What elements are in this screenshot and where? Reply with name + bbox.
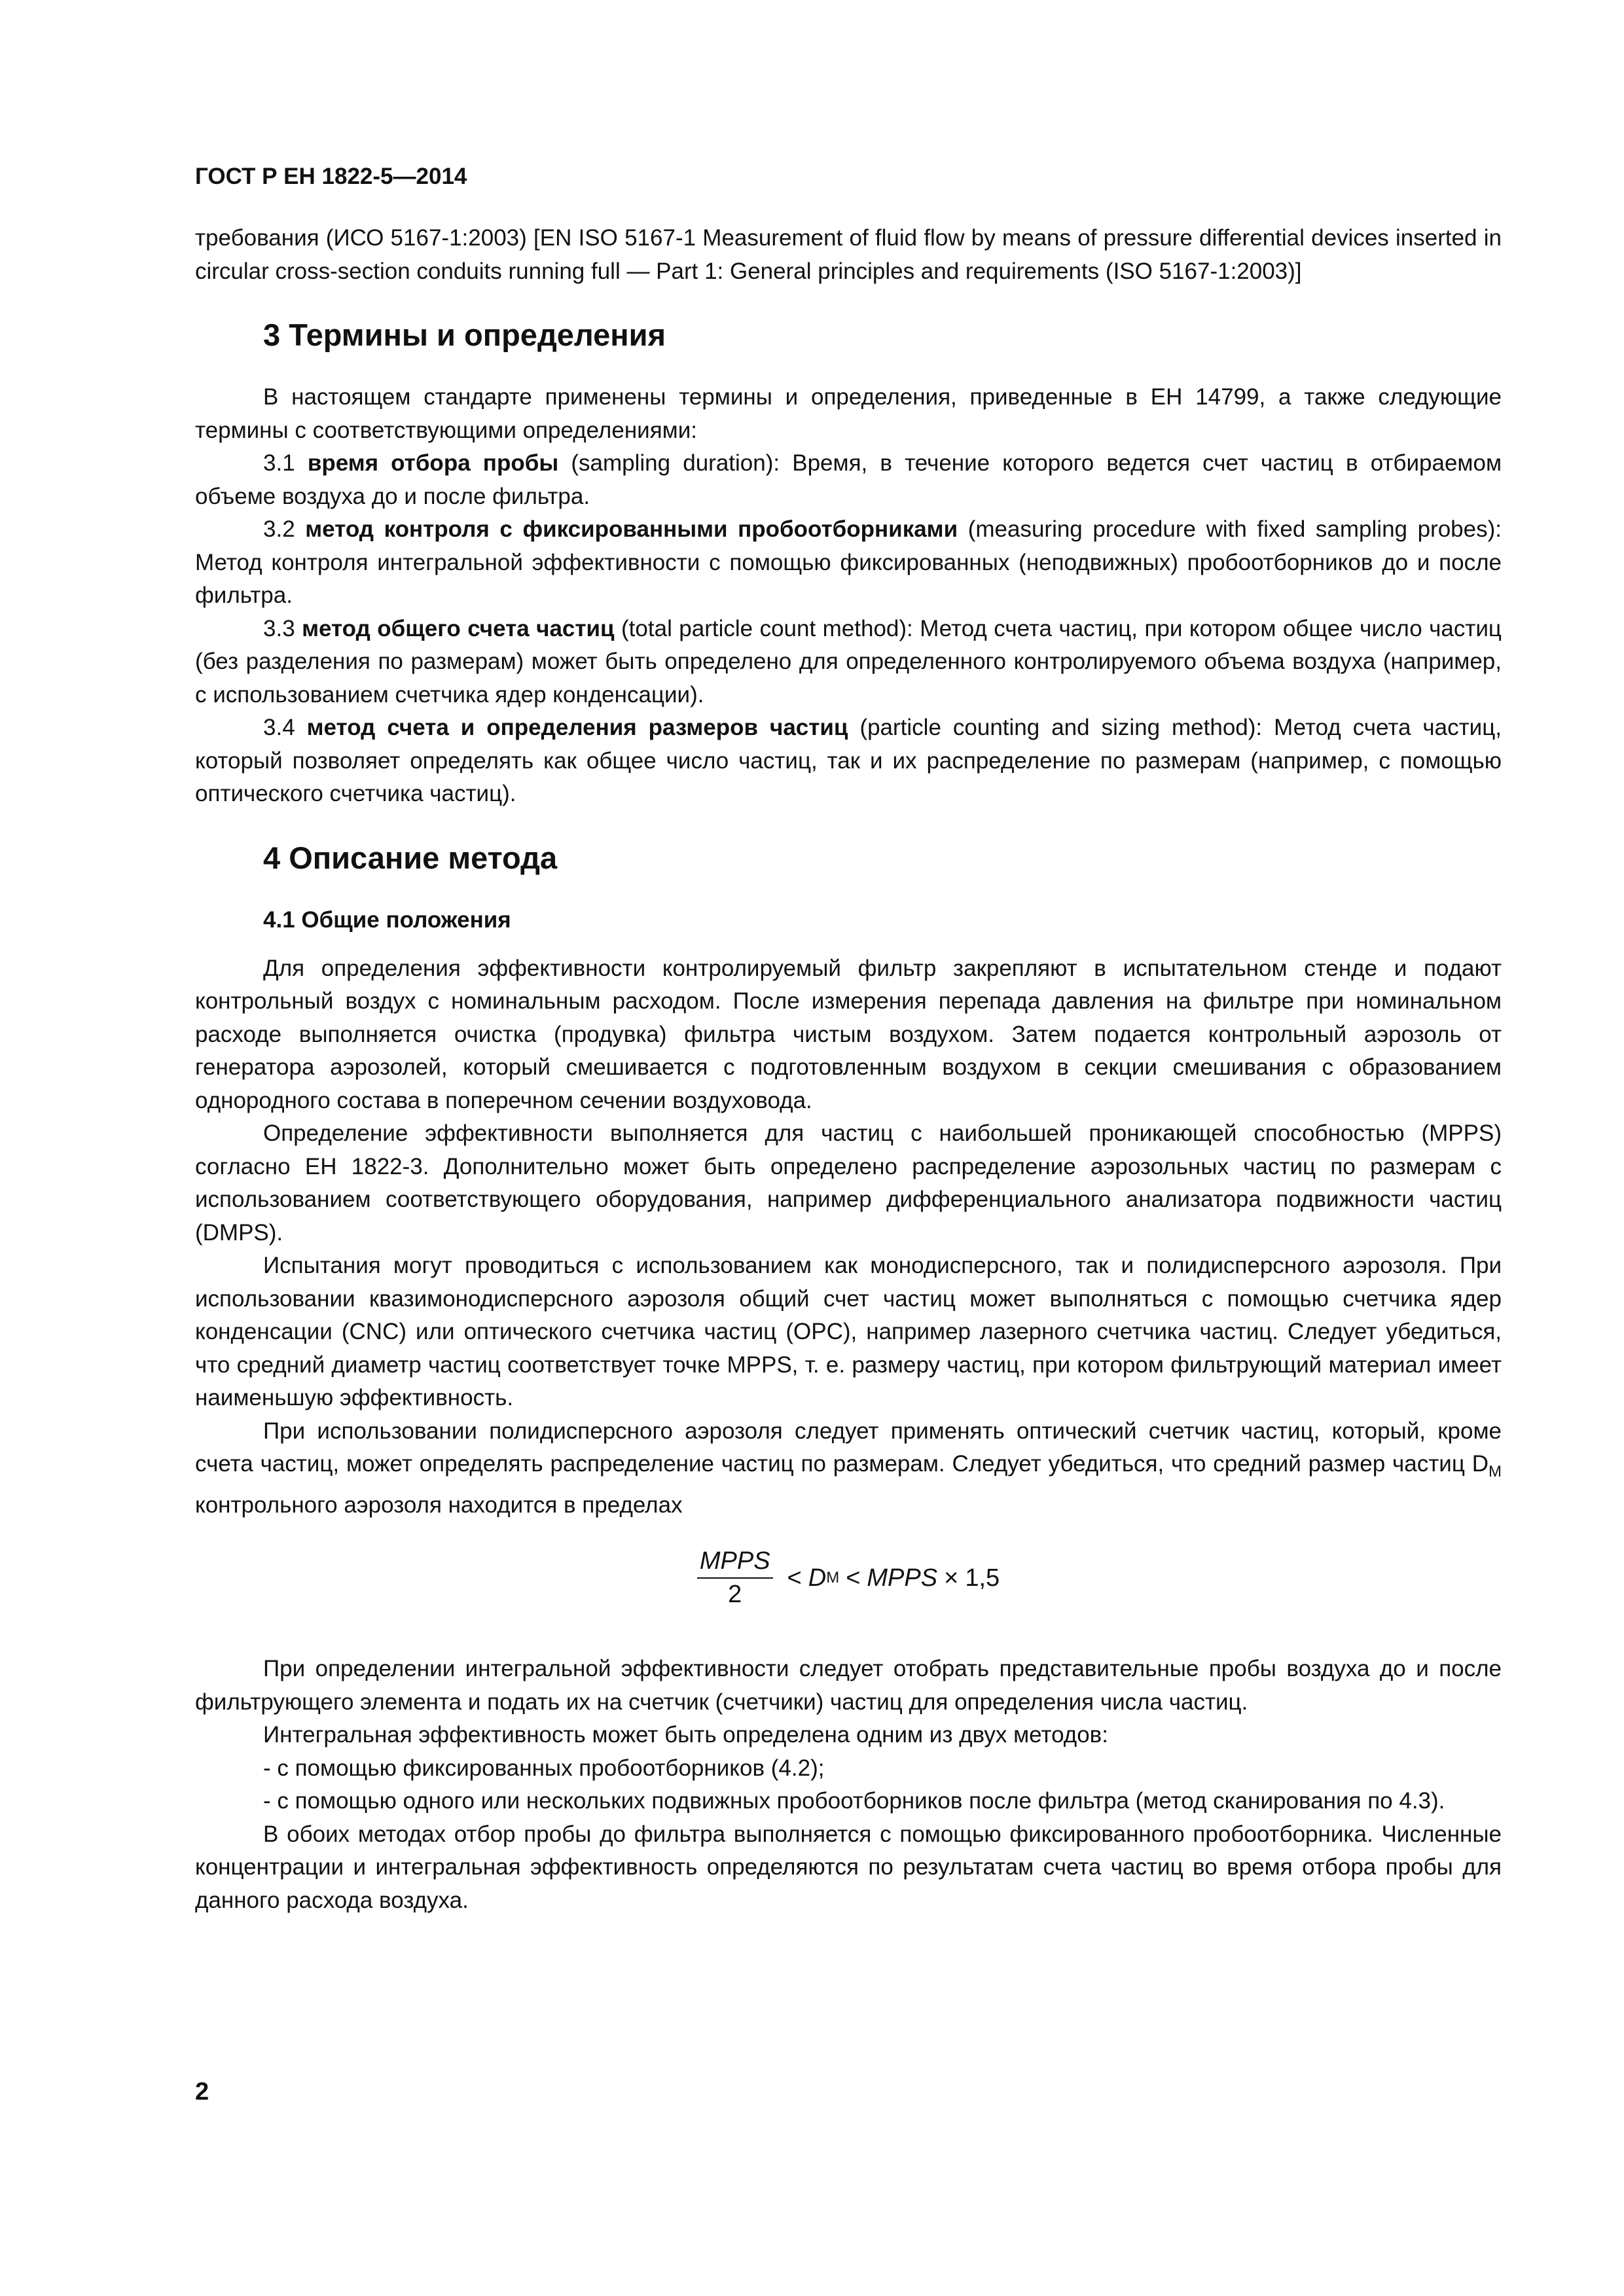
term-3-4: [195, 711, 1502, 811]
paragraph-polydisperse: [195, 1415, 1502, 1522]
term-3-1: [195, 447, 1502, 513]
term-definition: (measuring procedure with fixed sampling probes): Метод контроля интегральной эффективности с помощью фиксированных (неподвижных) пробоотборников до и после фильтра.: [195, 516, 1502, 608]
subscript: M: [1489, 1463, 1502, 1480]
formula-factor: 1,5: [965, 1564, 1000, 1592]
paragraph-text: контрольного аэрозоля находится в пределах: [195, 1492, 683, 1518]
term-name: метод контроля с фиксированными пробоотборниками: [305, 516, 958, 542]
term-name: метод счета и определения размеров частиц: [306, 715, 848, 740]
document-header: ГОСТ Р ЕН 1822-5—2014: [195, 164, 467, 189]
section-3-title: 3 Термины и определения: [263, 317, 666, 352]
page-number: 2: [195, 2078, 209, 2106]
term-number: 3.2: [263, 516, 295, 542]
paragraph: В обоих методах отбор пробы до фильтра выполняется с помощью фиксированного пробоотборника. Численные концентрации и интегральная эффективность определяются по результатам счета частиц во время отбора пробы для данного расхода воздуха.: [195, 1821, 1502, 1913]
term-3-2: [195, 513, 1502, 613]
paragraph: Испытания могут проводиться с использованием как монодисперсного, так и полидисперсного аэрозоля. При использовании квазимонодисперсного аэрозоля общий счет частиц может выполняться с помощью счетчика ядер конденсации (CNC) или оптического счетчика частиц (OPC), например лазерного счетчика частиц. Следует убедиться, что средний диаметр частиц соответствует точке MPPS, т. е. размеру частиц, при котором фильтрующий материал имеет наименьшую эффективность.: [195, 1253, 1502, 1410]
term-definition: (particle counting and sizing method): Метод счета частиц, который позволяет определять как общее число частиц, так и их распределение по размерам (например, с помощью оптического счетчика частиц).: [195, 715, 1502, 806]
paragraph-text: При использовании полидисперсного аэрозоля следует применять оптический счетчик частиц, который, кроме счета частиц, может определять распределение частиц по размерам. Следует убедиться, что средний размер частиц D: [195, 1418, 1502, 1477]
formula-less-than: <: [787, 1564, 802, 1592]
term-definition: (sampling duration): Время, в течение которого ведется счет частиц в отбираемом объеме воздуха до и после фильтра.: [195, 450, 1502, 509]
term-number: 3.3: [263, 615, 295, 641]
page-content: [195, 160, 1502, 1917]
term-name: метод общего счета частиц: [302, 615, 615, 641]
term-definition: (total particle count method): Метод счета частиц, при котором общее число частиц (без разделения по размерам) может быть определено для определенного контролируемого объема воздуха (например, с использованием счетчика ядер конденсации).: [195, 615, 1502, 708]
formula-numerator: MPPS: [697, 1546, 773, 1579]
term-number: 3.4: [263, 715, 295, 740]
section-3-intro: В настоящем стандарте применены термины и определения, приведенные в ЕН 14799, а также следующие термины с соответствующими определениями:: [195, 384, 1502, 443]
paragraph: При определении интегральной эффективности следует отобрать представительные пробы воздуха до и после фильтрующего элемента и подать их на счетчик (счетчики) частиц для определения числа частиц.: [195, 1656, 1502, 1715]
list-item: - с помощью одного или нескольких подвижных пробоотборников после фильтра (метод сканирования по 4.3).: [263, 1788, 1445, 1814]
formula-subscript: M: [826, 1569, 840, 1587]
term-number: 3.1: [263, 450, 295, 476]
term-name: время отбора пробы: [307, 450, 559, 476]
term-3-3: [195, 613, 1502, 712]
formula-times: ×: [944, 1564, 959, 1592]
paragraph: Интегральная эффективность может быть определена одним из двух методов:: [263, 1722, 1108, 1748]
section-4-title: 4 Описание метода: [263, 840, 558, 875]
formula-fraction: [697, 1546, 773, 1610]
paragraph: Определение эффективности выполняется для частиц с наибольшей проникающей способностью (MPPS) согласно ЕН 1822-3. Дополнительно может быть определено распределение аэрозольных частиц по размерам с использованием соответствующего оборудования, например дифференциального анализатора подвижности частиц (DMPS).: [195, 1121, 1502, 1246]
intro-paragraph: требования (ИСО 5167-1:2003) [EN ISO 5167-1 Measurement of fluid flow by means of pressure differential devices inserted in circular cross-section conduits running full — Part 1: General principles and requirements (ISO 5167-1:2003)]: [195, 225, 1502, 284]
subsection-4-1-title: 4.1 Общие положения: [263, 906, 511, 933]
formula: [195, 1539, 1502, 1617]
formula-variable: D: [808, 1564, 827, 1592]
paragraph: Для определения эффективности контролируемый фильтр закрепляют в испытательном стенде и подают контрольный воздух с номинальным расходом. После измерения перепада давления на фильтре при номинальном расходе выполняется очистка (продувка) фильтра чистым воздухом. Затем подается контрольный аэрозоль от генератора аэрозолей, который смешивается с подготовленным воздухом в секции смешивания с образованием однородного состава в поперечном сечении воздуховода.: [195, 955, 1502, 1113]
list-item: - с помощью фиксированных пробоотборников (4.2);: [263, 1755, 825, 1781]
formula-less-than: <: [846, 1564, 861, 1592]
formula-denominator: 2: [728, 1581, 742, 1608]
formula-term: MPPS: [867, 1564, 938, 1592]
